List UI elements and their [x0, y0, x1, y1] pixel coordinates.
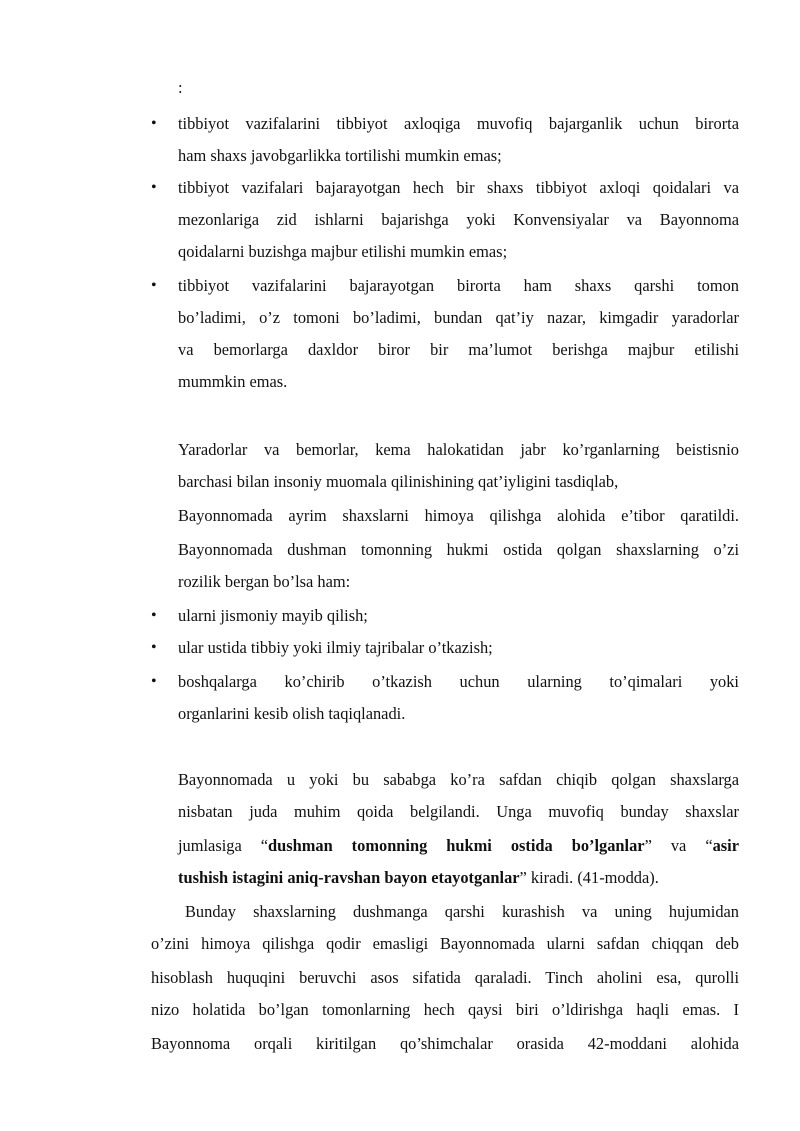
para2-bold-phrase-2a: asir: [712, 836, 739, 855]
list1-item3-line3: va bemorlarga daxldor biror bir ma’lumot berishga majbur etilishi: [178, 340, 739, 359]
para3-line1: Bunday shaxslarning dushmanga qarshi kurashish va uning hujumidan: [185, 902, 739, 921]
para1-line1: Yaradorlar va bemorlar, kema halokatidan jabr ko’rganlarning beistisnio: [178, 440, 739, 459]
intro-colon: :: [178, 78, 183, 97]
para1-line2: barchasi bilan insoniy muomala qilinishining qat’iyligini tasdiqlab,: [178, 472, 619, 491]
list1-item1-line2: ham shaxs javobgarlikka tortilishi mumkin emas;: [178, 146, 502, 165]
para1-line5: rozilik bergan bo’lsa ham:: [178, 572, 351, 591]
para2-bold-phrase-1: dushman tomonning hukmi ostida bo’lganlar: [268, 836, 645, 855]
list1-item3-line2: bo’ladimi, o’z tomoni bo’ladimi, bundan qat’iy nazar, kimgadir yaradorlar: [178, 308, 739, 327]
list2-item1: ularni jismoniy mayib qilish;: [178, 606, 368, 625]
para2-line1: Bayonnomada u yoki bu sababga ko’ra safdan chiqib qolgan shaxslarga: [178, 770, 739, 789]
para2-line3-pre: jumlasiga “: [178, 836, 268, 855]
bullet-marker: •: [151, 115, 157, 132]
list1-item2-line2: mezonlariga zid ishlarni bajarishga yoki Konvensiyalar va Bayonnoma: [178, 210, 739, 229]
list1-item2-line3: qoidalarni buzishga majbur etilishi mumkin emas;: [178, 242, 508, 261]
list2-item3-line1: boshqalarga ko’chirib o’tkazish uchun ularning to’qimalari yoki: [178, 672, 739, 691]
bullet-marker: •: [151, 639, 157, 656]
bullet-marker: •: [151, 673, 157, 690]
list1-item3-line1: tibbiyot vazifalarini bajarayotgan birorta ham shaxs qarshi tomon: [178, 276, 739, 295]
para2-line4: [178, 868, 659, 888]
para1-line4: Bayonnomada dushman tomonning hukmi ostida qolgan shaxslarning o’zi: [178, 540, 739, 559]
para2-line3: [178, 836, 739, 856]
bullet-marker: •: [151, 607, 157, 624]
list1-item1-line1: tibbiyot vazifalarini tibbiyot axloqiga muvofiq bajarganlik uchun birorta: [178, 114, 739, 133]
para2-line3-mid: ” va “: [644, 836, 713, 855]
bullet-marker: •: [151, 179, 157, 196]
list1-item3-line4: mummkin emas.: [178, 372, 288, 391]
para2-bold-phrase-2b: tushish istagini aniq-ravshan bayon etayotganlar: [178, 868, 520, 887]
para2-line2: nisbatan juda muhim qoida belgilandi. Unga muvofiq bunday shaxslar: [178, 802, 739, 821]
bullet-marker: •: [151, 277, 157, 294]
para1-line3: Bayonnomada ayrim shaxslarni himoya qilishga alohida e’tibor qaratildi.: [178, 506, 739, 525]
list2-item2: ular ustida tibbiy yoki ilmiy tajribalar o’tkazish;: [178, 638, 493, 657]
para3-line3: hisoblash huquqini beruvchi asos sifatida qaraladi. Tinch aholini esa, qurolli: [151, 968, 739, 987]
list2-item3-line2: organlarini kesib olish taqiqlanadi.: [178, 704, 406, 723]
para3-line5: Bayonnoma orqali kiritilgan qo’shimchalar orasida 42-moddani alohida: [151, 1034, 739, 1053]
para2-line4-post: ” kiradi. (41-modda).: [519, 868, 659, 887]
para3-line4: nizo holatida bo’lgan tomonlarning hech qaysi biri o’ldirishga haqli emas. I: [151, 1000, 739, 1019]
para3-line2: o’zini himoya qilishga qodir emasligi Bayonnomada ularni safdan chiqqan deb: [151, 934, 739, 953]
list1-item2-line1: tibbiyot vazifalari bajarayotgan hech bir shaxs tibbiyot axloqi qoidalari va: [178, 178, 739, 197]
